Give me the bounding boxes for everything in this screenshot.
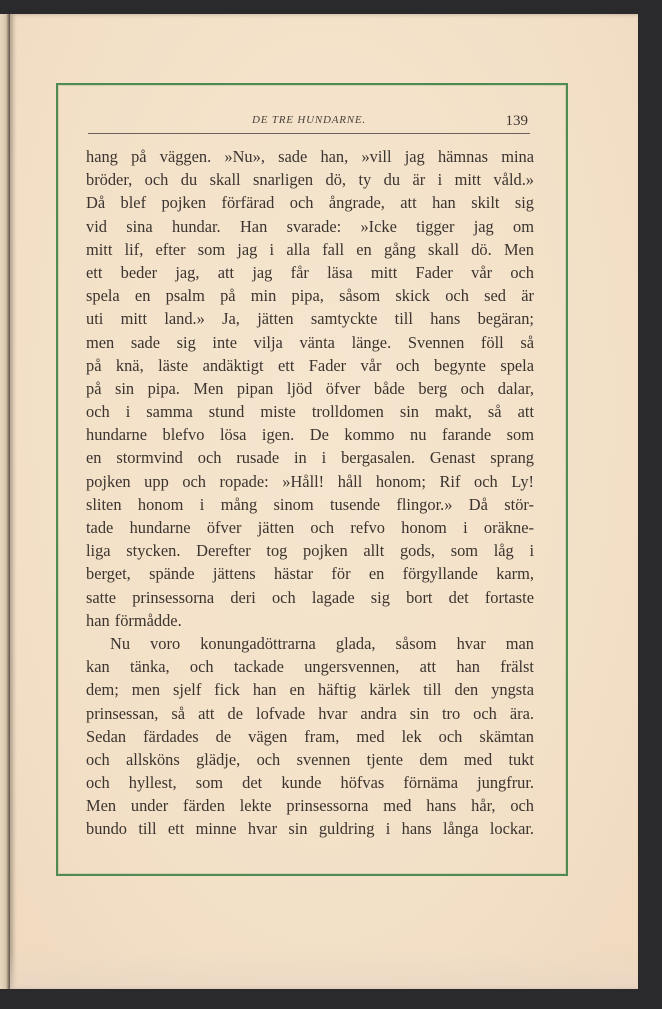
text-line: sliten honom i mång sinom tusende flingor.» Då stör-	[86, 494, 534, 514]
text-line: satte prinsessorna deri och lagade sig bort det fortaste	[86, 587, 534, 607]
text-line: prinsessan, så att de lofvade hvar andra sin tro och ära.	[86, 703, 534, 723]
text-line: bundo till ett minne hvar sin guldring i hans långa lockar.	[86, 819, 534, 839]
text-line: spela en psalm på min pipa, såsom skick och sed är	[86, 286, 534, 306]
text-line: på sin pipa. Men pipan ljöd öfver både berg och dalar,	[86, 378, 534, 398]
text-line: och allsköns glädje, och svennen tjente dem med tukt	[86, 749, 534, 769]
text-line: Sedan färdades de vägen fram, med lek och skämtan	[86, 726, 534, 746]
text-line: en stormvind och rusade in i bergasalen. Genast sprang	[86, 448, 534, 468]
text-line: ett beder jag, att jag får läsa mitt Fader vår och	[86, 262, 534, 282]
page-number: 139	[505, 113, 528, 129]
text-line: på knä, läste andäktigt ett Fader vår och begynte spela	[86, 355, 534, 375]
text-line: och i samma stund miste trolldomen sin makt, så att	[86, 402, 534, 422]
text-line-paragraph-start: Nu voro konungadöttrarna glada, såsom hvar man	[110, 633, 534, 653]
body-text	[86, 145, 534, 841]
page-border-frame	[56, 83, 568, 876]
text-line: hang på väggen. »Nu», sade han, »vill jag hämnas mina	[86, 147, 534, 166]
text-line: men sade sig inte vilja vänta länge. Svennen föll så	[86, 332, 534, 352]
text-line-paragraph-end: han förmådde.	[86, 610, 182, 630]
text-line: berget, spände jättens hästar för en förgyllande karm,	[86, 564, 534, 584]
text-line: mitt lif, efter som jag i alla fall en gång skall dö. Men	[86, 239, 534, 259]
text-line: Men under färden lekte prinsessorna med hans hår, och	[86, 796, 534, 816]
text-line: Då blef pojken förfärad och ångrade, att han skilt sig	[86, 193, 534, 213]
text-line: dem; men sjelf fick han en häftig kärlek till den yngsta	[86, 680, 534, 700]
page-bottom-shade	[10, 949, 638, 989]
text-line: vid sina hundar. Han svarade: »Icke tigger jag om	[86, 216, 534, 236]
running-header	[88, 111, 530, 134]
facing-page-edge	[0, 14, 10, 989]
text-line: liga stycken. Derefter tog pojken allt gods, som låg i	[86, 541, 534, 561]
text-line: kan tänka, och tackade ungersvennen, att han frälst	[86, 657, 534, 677]
running-title: DE TRE HUNDARNE.	[252, 114, 366, 126]
text-line: pojken upp och ropade: »Håll! håll honom; Rif och Ly!	[86, 471, 534, 491]
text-line: uti mitt land.» Ja, jätten samtyckte till hans begäran;	[86, 309, 534, 329]
book-page	[10, 14, 638, 989]
text-line: tade hundarne öfver jätten och refvo honom i oräkne-	[86, 518, 534, 537]
text-line: hundarne blefvo lösa igen. De kommo nu farande som	[86, 425, 534, 445]
text-line: bröder, och du skall snarligen dö, ty du är i mitt våld.»	[86, 170, 534, 190]
text-line: och hyllest, som det kunde höfvas förnäma jungfrur.	[86, 773, 534, 793]
